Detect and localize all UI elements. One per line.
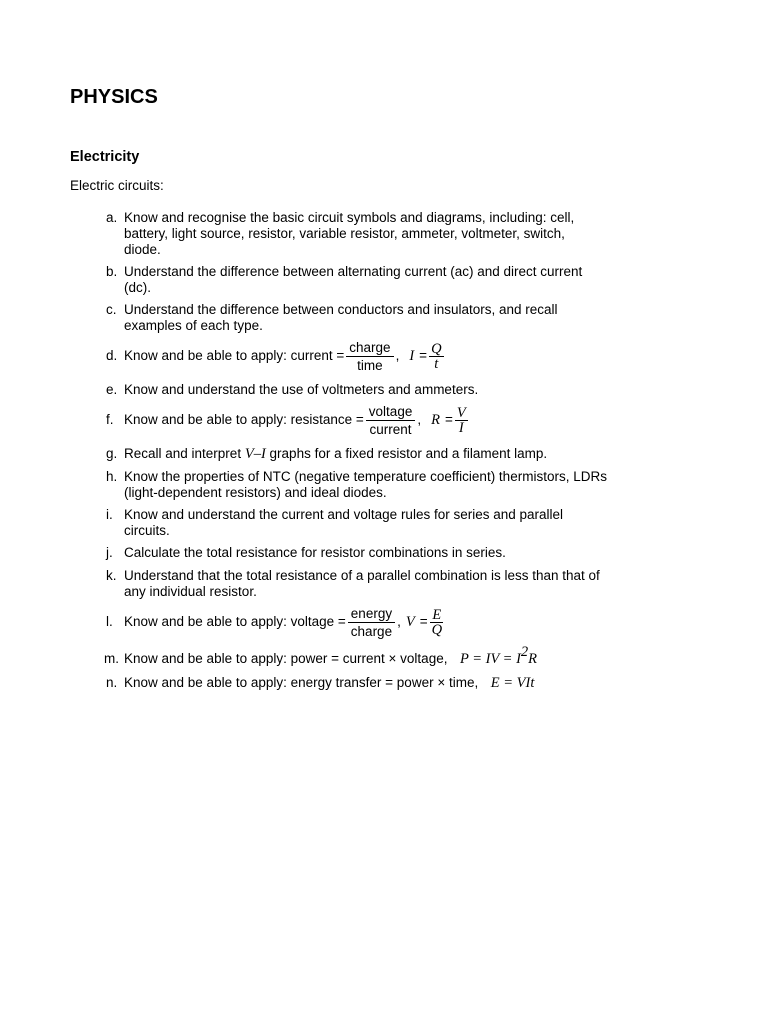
item-marker: d. [106, 348, 118, 363]
energy-formula: E = VIt [490, 675, 535, 691]
item-marker: n. [106, 675, 118, 690]
equals-sign: = [444, 412, 453, 427]
item-marker: h. [106, 469, 118, 484]
item-marker: l. [106, 614, 113, 629]
item-text-line: circuits. [124, 523, 170, 538]
formula-lhs: R [431, 412, 440, 428]
symbol-fraction [455, 406, 468, 435]
item-marker: m. [104, 651, 119, 666]
item-text: Know and be able to apply: power = current × voltage, [124, 651, 448, 666]
item-text-line: Know and understand the current and voltage rules for series and parallel [124, 507, 564, 522]
item-text-line: (light-dependent resistors) and ideal diodes. [124, 485, 387, 500]
separator-comma: , [397, 614, 401, 629]
fraction-numerator: V [456, 404, 466, 421]
item-text-line: battery, light source, resistor, variable resistor, ammeter, voltmeter, switch, [124, 226, 565, 241]
formula-tail: R [528, 651, 538, 667]
formula-lhs: V [405, 614, 415, 630]
fraction-numerator: charge [346, 339, 393, 357]
symbol-fraction [430, 608, 444, 637]
item-marker: i. [106, 507, 113, 522]
item-text-line: Understand the difference between alternating current (ac) and direct current [124, 264, 583, 279]
item-marker: a. [106, 210, 118, 225]
fraction-denominator: Q [431, 621, 443, 638]
fraction-numerator: Q [431, 340, 442, 357]
item-marker: b. [106, 264, 118, 279]
item-text: Know and be able to apply: resistance = [124, 412, 364, 427]
equals-sign: = [419, 348, 428, 363]
item-marker: j. [106, 545, 113, 560]
item-text-line: examples of each type. [124, 318, 263, 333]
intro-text: Electric circuits: [70, 178, 164, 193]
item-text-line: any individual resistor. [124, 584, 257, 599]
fraction-numerator: E [432, 606, 442, 623]
item-text: Know and be able to apply: current = [124, 348, 345, 363]
item-marker: k. [106, 568, 117, 583]
item-marker: g. [106, 446, 118, 461]
fraction-denominator: charge [350, 623, 393, 639]
item-text: Calculate the total resistance for resistor combinations in series. [124, 545, 506, 560]
item-text: graphs for a fixed resistor and a filament lamp. [269, 446, 548, 461]
word-fraction [366, 403, 416, 438]
symbol-fraction [429, 342, 443, 371]
fraction-denominator: time [357, 357, 383, 373]
item-text: Know and be able to apply: energy transfer = power × time, [124, 675, 479, 690]
item-text: Know and be able to apply: voltage = [124, 614, 346, 629]
separator-comma: , [417, 412, 422, 427]
item-text-line: Understand that the total resistance of a parallel combination is less than that of [124, 568, 600, 583]
fraction-numerator: energy [348, 605, 395, 623]
item-marker: f. [106, 412, 114, 427]
item-text-line: (dc). [124, 280, 151, 295]
fraction-denominator: current [369, 421, 412, 437]
section-heading: Electricity [70, 149, 140, 165]
fraction-numerator: voltage [366, 403, 416, 421]
word-fraction [346, 339, 393, 374]
item-text: Know and understand the use of voltmeters and ammeters. [124, 382, 479, 397]
equals-sign: = [419, 614, 428, 629]
item-marker: e. [106, 382, 118, 397]
formula-exponent: 2 [520, 643, 529, 660]
fraction-denominator: I [458, 419, 464, 436]
item-text-line: Know and recognise the basic circuit symbols and diagrams, including: cell, [124, 210, 575, 225]
fraction-denominator: t [434, 355, 439, 372]
formula-lhs: I [409, 348, 415, 364]
separator-comma: , [395, 348, 400, 363]
power-formula: P = IV = I [460, 651, 521, 667]
vi-symbol: V–I [244, 446, 266, 462]
item-text-line: Know the properties of NTC (negative temperature coefficient) thermistors, LDRs [124, 469, 607, 484]
item-text-line: diode. [124, 242, 161, 257]
item-marker: c. [106, 302, 117, 317]
word-fraction [348, 605, 395, 640]
item-text: Recall and interpret [124, 446, 242, 461]
page-title: PHYSICS [70, 86, 158, 108]
item-text-line: Understand the difference between conductors and insulators, and recall [124, 302, 558, 317]
